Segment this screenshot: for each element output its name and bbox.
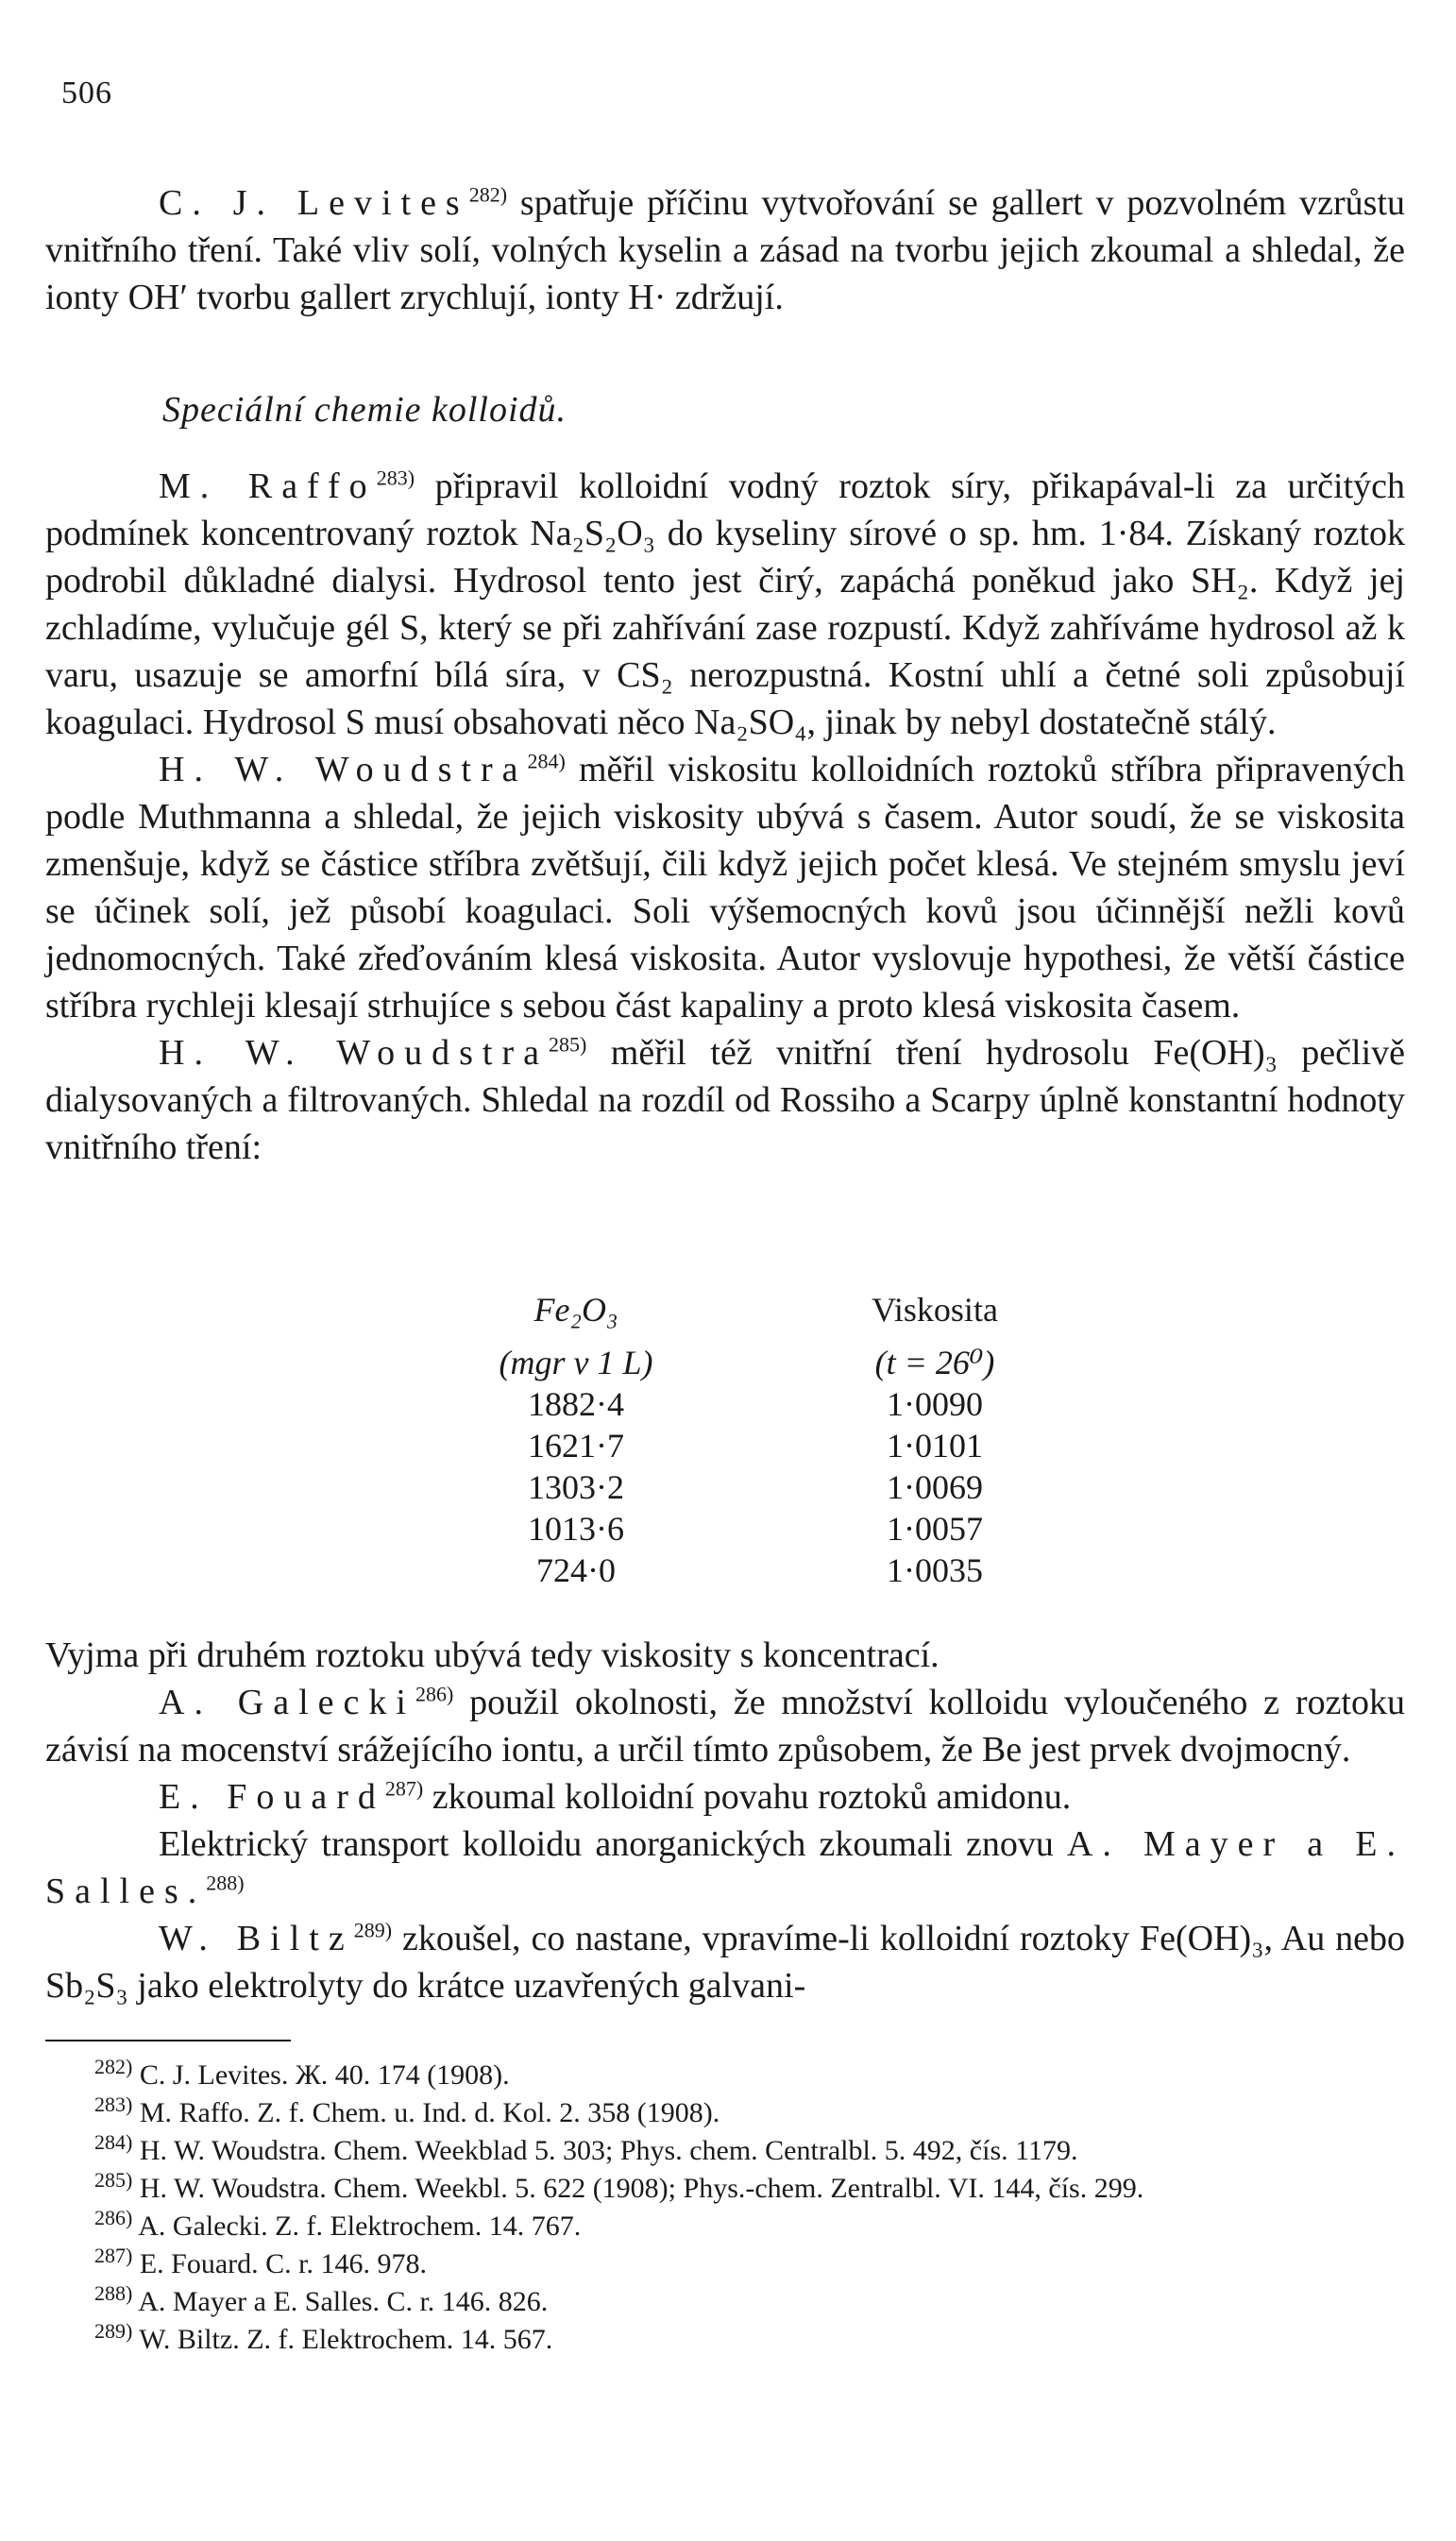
footnote-ref: 285) — [549, 1032, 587, 1057]
table-row — [434, 1383, 1095, 1425]
paragraph-levites — [45, 179, 1405, 321]
footnote-text: A. Mayer a E. Salles. C. r. 146. 826. — [138, 2286, 549, 2317]
footnote-number: 282) — [94, 2055, 133, 2078]
table-subheader: (t = 26⁰) — [874, 1344, 995, 1381]
footnote-text: E. Fouard. C. r. 146. 978. — [139, 2248, 427, 2279]
author-name: M. Raffo — [159, 466, 377, 506]
author-name: E. Fouard — [159, 1777, 385, 1817]
table-header: Fe₂O₃ — [533, 1291, 618, 1329]
footnote-ref: 286) — [415, 1682, 454, 1706]
footnote-number: 287) — [94, 2244, 133, 2267]
table-row — [434, 1466, 1095, 1508]
footnote-number: 283) — [94, 2092, 133, 2116]
footnote-text: W. Biltz. Z. f. Elektrochem. 14. 567. — [139, 2324, 553, 2355]
table-header: Viskosita — [872, 1291, 998, 1329]
table-row — [434, 1550, 1095, 1591]
main-text-block — [45, 463, 1405, 1171]
paragraph-text: spatřuje příčinu vytvořování se gallert v pozvolném vzrůstu vnitřního tření. Také vliv solí, volných kyselin a zásad na tvorbu jejich zkoumal a shledal, že ionty OH′ tvorbu gallert zrychlují, ionty H· zdržují. — [45, 183, 1406, 317]
footnote — [45, 2245, 1405, 2283]
footnotes — [45, 2057, 1405, 2359]
author-name: A. Mayer a E. Salles. — [45, 1824, 1405, 1911]
section-heading: Speciální chemie kolloidů. — [162, 390, 567, 430]
footnote-text: A. Galecki. Z. f. Elektrochem. 14. 767. — [138, 2211, 582, 2242]
footnote — [45, 2094, 1405, 2132]
paragraph-text: měřil viskositu kolloidních roztoků stříbra připravených podle Muthmanna a shledal, že jejich viskosity ubývá s časem. Autor soudí, že se viskosita zmenšuje, když se částice stříbra zvětšují, čili když jejich počet klesá. Ve stejném smyslu jeví se účinek solí, jež působí koagulaci. Soli výšemocných kovů jsou účinnější nežli kovů jednomocných. Také zřeďováním klesá viskosita. Autor vyslovuje hypothesi, že větší částice stříbra rychleji klesají strhujíce s sebou část kapaliny a proto klesá viskosita časem. — [45, 750, 1405, 1025]
author-name: W. Biltz — [159, 1919, 354, 1958]
table-header-row — [434, 1289, 1095, 1330]
table-row — [434, 1508, 1095, 1550]
footnote-number: 286) — [94, 2206, 133, 2229]
paragraph-galecki — [45, 1679, 1405, 1773]
footnote-divider — [45, 2040, 291, 2041]
paragraph-raffo — [45, 463, 1405, 746]
paragraph-mayer-salles — [45, 1821, 1405, 1915]
footnote-number: 289) — [94, 2319, 133, 2343]
footnote-number: 284) — [94, 2130, 133, 2154]
footnote-text: C. J. Levites. Ж. 40. 174 (1908). — [139, 2059, 510, 2091]
paragraph-text: Elektrický transport kolloidu anorganických zkoumali znovu — [159, 1824, 1067, 1864]
paragraph-text: zkoušel, co nastane, vpravíme-li kolloidní roztoky Fe(OH)₃, Au nebo Sb₂S₃ jako elektrolyty do krátce uzavřených galvani- — [45, 1919, 1406, 2006]
paragraph-fouard — [45, 1773, 1405, 1821]
table-cell: 1·0069 — [887, 1468, 983, 1506]
footnote-ref: 288) — [206, 1871, 245, 1895]
table-cell: 1621·7 — [528, 1427, 624, 1465]
table-row — [434, 1425, 1095, 1466]
footnote-number: 285) — [94, 2168, 133, 2192]
footnote — [45, 2132, 1405, 2170]
paragraph-summary: Vyjma při druhém roztoku ubývá tedy viskosity s koncentrací. — [45, 1635, 940, 1675]
author-name: H. W. Woudstra — [159, 1033, 550, 1073]
table-subheader: (mgr v 1 L) — [499, 1344, 653, 1381]
table-cell: 1·0101 — [887, 1427, 983, 1465]
footnote-text: M. Raffo. Z. f. Chem. u. Ind. d. Kol. 2. 358 (1908). — [139, 2097, 720, 2128]
paragraph-text: zkoumal kolloidní povahu roztoků amidonu. — [423, 1777, 1072, 1817]
author-name: A. Galecki — [159, 1683, 415, 1722]
footnote — [45, 2283, 1405, 2321]
footnote-ref: 287) — [384, 1776, 424, 1801]
footnote — [45, 2321, 1405, 2359]
table-cell: 1·0057 — [887, 1510, 983, 1548]
viscosity-table — [434, 1289, 1095, 1591]
footnote — [45, 2170, 1405, 2208]
table-cell: 1882·4 — [528, 1385, 624, 1423]
footnote-ref: 289) — [353, 1918, 393, 1942]
paragraph-text: použil okolnosti, že množství kolloidu vyloučeného z roztoku závisí na mocenství srážejícího iontu, a určil tímto způsobem, že Be jest prvek dvojmocný. — [45, 1683, 1405, 1770]
footnote-ref: 284) — [527, 749, 566, 773]
table-subheader-row — [434, 1342, 1095, 1383]
table-cell: 724·0 — [536, 1551, 616, 1589]
footnote — [45, 2208, 1405, 2245]
footnote-ref: 283) — [376, 466, 415, 490]
footnote-ref: 282) — [468, 182, 508, 207]
table-cell: 1·0090 — [887, 1385, 983, 1423]
table-cell: 1303·2 — [528, 1468, 624, 1506]
paragraph-woudstra-1 — [45, 746, 1405, 1029]
table-cell: 1013·6 — [528, 1510, 624, 1548]
author-name: C. J. Levites — [159, 183, 469, 223]
paragraph-woudstra-2 — [45, 1029, 1405, 1171]
table-cell: 1·0035 — [887, 1551, 983, 1589]
lower-text-block — [45, 1632, 1405, 2009]
author-name: H. W. Woudstra — [159, 750, 528, 789]
paragraph-text: připravil kolloidní vodný roztok síry, přikapával-li za určitých podmínek koncentrovaný roztok Na₂S₂O₃ do kyseliny sírové o sp. hm. 1·84. Získaný roztok podrobil důkladné dialysi. Hydrosol tento jest čirý, zapáchá poněkud jako SH₂. Když jej zchladíme, vylučuje gél S, který se při zahřívání zase rozpustí. Když zahříváme hydrosol až k varu, usazuje se amorfní bílá síra, v CS₂ nerozpustná. Kostní uhlí a četné soli způsobují koagulaci. Hydrosol S musí obsahovati něco Na₂SO₄, jinak by nebyl dostatečně stálý. — [45, 466, 1406, 742]
footnote-text: H. W. Woudstra. Chem. Weekblad 5. 303; Phys. chem. Centralbl. 5. 492, čís. 1179. — [139, 2135, 1078, 2166]
paragraph-biltz — [45, 1915, 1405, 2009]
footnote-number: 288) — [94, 2281, 133, 2305]
page-number: 506 — [61, 76, 112, 110]
paragraph-text: měřil též vnitřní tření hydrosolu Fe(OH)₃ pečlivě dialysovaných a filtrovaných. Shledal na rozdíl od Rossiho a Scarpy úplně konstantní hodnoty vnitřního tření: — [45, 1033, 1405, 1167]
footnote — [45, 2057, 1405, 2094]
footnote-text: H. W. Woudstra. Chem. Weekbl. 5. 622 (1908); Phys.-chem. Zentralbl. VI. 144, čís. 299. — [139, 2173, 1144, 2204]
